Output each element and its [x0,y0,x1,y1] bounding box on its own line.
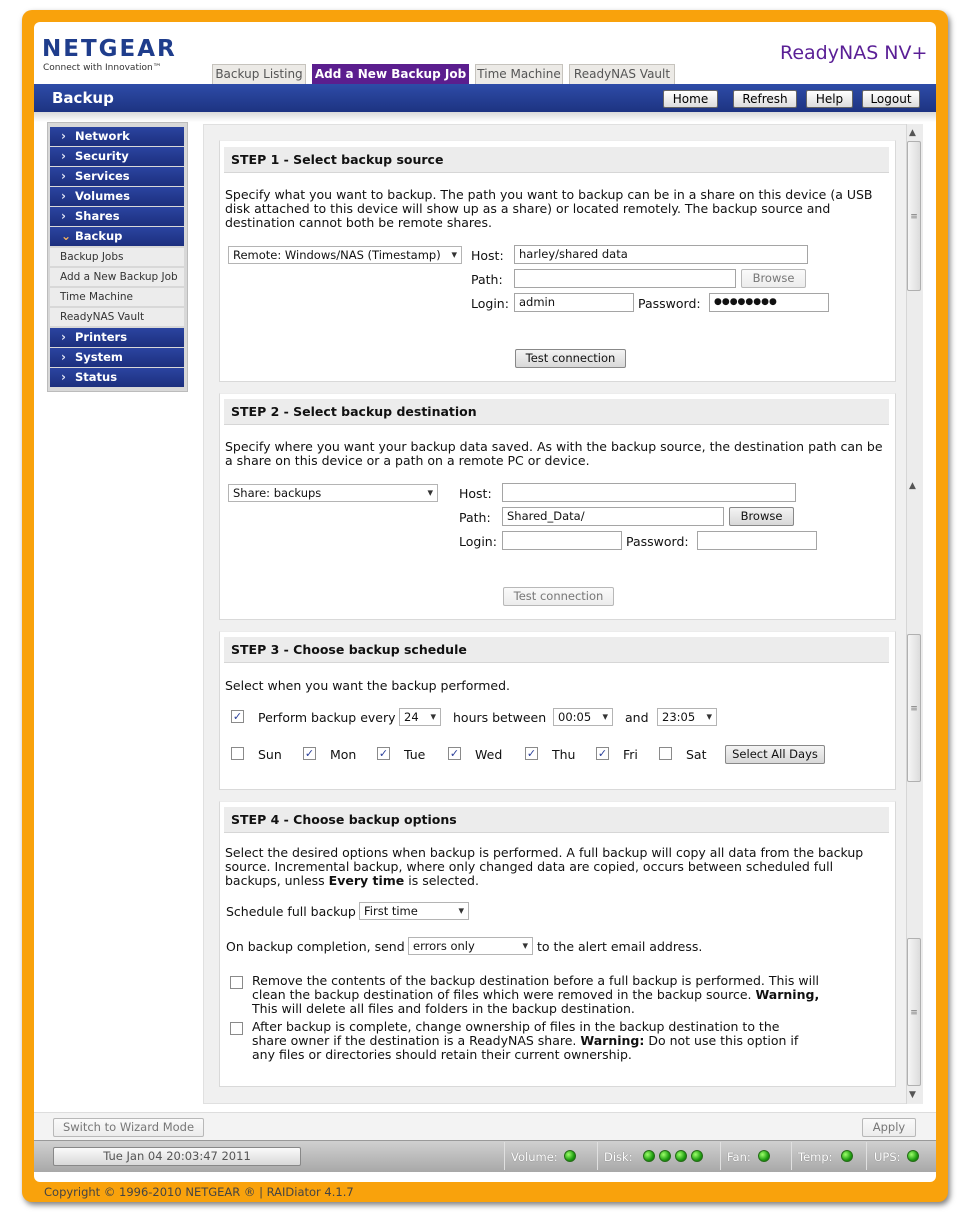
step1-description: Specify what you want to backup. The path you want to backup can be in a share on this device (a USB [225,187,873,202]
sidebar-item-label: Security [75,149,129,163]
sidebar-item-label: Network [75,129,130,143]
sidebar-item-backup[interactable] [50,227,184,246]
option-text [252,988,819,1002]
password-label: Password: [638,296,701,311]
remove-contents-checkbox[interactable] [230,976,243,989]
day-label: Thu [552,747,576,762]
day-label: Tue [404,747,426,762]
page-title: Backup [52,89,114,107]
step4-description: Select the desired options when backup is performed. A full backup will copy all data from the backup [225,845,864,860]
day-checkbox-mon[interactable]: ✓ [304,747,315,760]
password-label: Password: [626,534,689,549]
scroll-down-arrow-icon[interactable]: ▼ [909,1090,916,1100]
completion-label: On backup completion, send [226,939,405,954]
end-time-select[interactable]: 23:05 ▾ [657,708,717,726]
day-label: Mon [330,747,357,762]
host-label: Host: [471,248,504,263]
sidebar-item-printers[interactable] [50,328,184,347]
destination-test-connection-button[interactable]: Test connection [503,587,614,606]
switch-to-wizard-button[interactable]: Switch to Wizard Mode [53,1118,204,1137]
sidebar-item-label: Volumes [75,189,130,203]
scrollbar-thumb[interactable]: ≡ [907,634,921,782]
select-all-days-button[interactable]: Select All Days [725,745,825,764]
divider [791,1142,792,1170]
day-label: Fri [623,747,638,762]
disk3-status-led-icon[interactable] [675,1150,687,1162]
tab-backup-listing[interactable]: Backup Listing [212,64,306,84]
step1-title: STEP 1 - Select backup source [224,147,889,173]
option-text: Remove the contents of the backup destination before a full backup is performed. This will [252,973,820,988]
step4-description: source. Incremental backup, where only changed data are copied, occurs between scheduled full [225,859,834,874]
help-button[interactable]: Help [806,90,853,108]
header-shadow [34,112,936,122]
sidebar-item-status[interactable] [50,368,184,387]
source-path-input[interactable] [514,269,736,288]
logout-button[interactable]: Logout [862,90,920,108]
step1-description: destination cannot both be remote shares. [225,215,492,230]
divider [597,1142,598,1170]
fan-status-label: Fan: [727,1150,751,1164]
option-text [252,1034,798,1048]
backup-interval-select[interactable]: 24 ▾ [399,708,441,726]
destination-type-select[interactable]: Share: backups ▾ [228,484,438,502]
netgear-logo: NETGEAR [42,36,177,62]
scrollbar-thumb[interactable]: ≡ [907,141,921,291]
day-label: Sun [258,747,282,762]
disk2-status-led-icon[interactable] [659,1150,671,1162]
text-segment: clean the backup destination of files which were removed in the backup source. [252,987,752,1002]
text-segment: is selected. [408,873,479,888]
bold-text: Every time [328,873,405,888]
day-checkbox-tue[interactable]: ✓ [378,747,389,760]
completion-suffix: to the alert email address. [537,939,703,954]
bold-text: Warning, [755,987,820,1002]
step4-title: STEP 4 - Choose backup options [224,807,889,833]
chevron-right-icon: › [61,169,66,183]
hours-between-label: hours between [453,710,547,725]
day-checkbox-fri[interactable]: ✓ [597,747,608,760]
step2-description: Specify where you want your backup data saved. As with the backup source, the destination path can be [225,439,883,454]
ups-status-led-icon[interactable] [907,1150,919,1162]
home-button[interactable]: Home [663,90,718,108]
logo-tagline: Connect with Innovation™ [43,63,162,73]
day-checkbox-sat[interactable] [659,747,672,760]
destination-path-input[interactable]: Shared_Data/ [502,507,724,526]
start-time-select[interactable]: 00:05 ▾ [553,708,613,726]
scrollbar-thumb[interactable]: ≡ [907,938,921,1086]
scroll-up-arrow-icon[interactable]: ▲ [909,128,916,138]
sidebar-item-label: System [75,350,123,364]
sidebar-item-services[interactable] [50,167,184,186]
source-type-select[interactable]: Remote: Windows/NAS (Timestamp) ▾ [228,246,462,264]
chevron-right-icon: › [61,330,66,344]
sidebar-subitem-add-backup-job[interactable]: Add a New Backup Job [50,268,184,287]
sidebar-subitem-backup-jobs[interactable]: Backup Jobs [50,248,184,267]
destination-browse-button[interactable]: Browse [729,507,794,526]
host-label: Host: [459,486,492,501]
step4-description [225,874,479,888]
destination-password-input[interactable] [697,531,817,550]
login-label: Login: [471,296,509,311]
step2-description: a share on this device or a path on a remote PC or device. [225,453,590,468]
header-bar [34,84,936,112]
chevron-right-icon: › [61,129,66,143]
disk-status-label: Disk: [604,1150,633,1164]
ups-status-label: UPS: [874,1150,901,1164]
schedule-full-backup-select[interactable]: First time ▾ [359,902,469,920]
temp-status-label: Temp: [798,1150,833,1164]
divider [866,1142,867,1170]
sidebar-subitem-time-machine[interactable]: Time Machine [50,288,184,307]
sidebar-item-label: Printers [75,330,128,344]
day-checkbox-sun[interactable] [231,747,244,760]
datetime-display: Tue Jan 04 20:03:47 2011 [53,1147,301,1166]
source-browse-button[interactable]: Browse [741,269,806,288]
source-login-input[interactable]: admin [514,293,634,312]
apply-button[interactable]: Apply [862,1118,916,1137]
text-segment: Do not use this option if [648,1033,799,1048]
chevron-right-icon: › [61,149,66,163]
sidebar-item-label: Shares [75,209,120,223]
sidebar-item-label: Backup [75,229,123,243]
disk4-status-led-icon[interactable] [691,1150,703,1162]
sidebar-item-shares[interactable] [50,207,184,226]
volume-status-label: Volume: [511,1150,558,1164]
sidebar-subitem-readynas-vault[interactable]: ReadyNAS Vault [50,308,184,327]
step3-title: STEP 3 - Choose backup schedule [224,637,889,663]
copyright: Copyright © 1996-2010 NETGEAR ® | RAIDiator 4.1.7 [44,1185,354,1199]
text-segment: share owner if the destination is a ReadyNAS share. [252,1033,577,1048]
tab-add-backup-job[interactable]: Add a New Backup Job [312,64,469,84]
source-test-connection-button[interactable]: Test connection [515,349,626,368]
step1-description: disk attached to this device will show up as a share) or located remotely. The backup source and [225,201,831,216]
sidebar-item-security[interactable] [50,147,184,166]
path-label: Path: [459,510,491,525]
perform-backup-label: Perform backup every [258,710,396,725]
chevron-right-icon: › [61,350,66,364]
option-text: any files or directories should retain their current ownership. [252,1047,632,1062]
refresh-button[interactable]: Refresh [733,90,797,108]
chevron-right-icon: › [61,209,66,223]
option-text: After backup is complete, change ownership of files in the backup destination to the [252,1019,780,1034]
and-label: and [625,710,649,725]
temp-status-led-icon[interactable] [841,1150,853,1162]
source-password-input[interactable]: ●●●●●●●● [709,293,829,312]
option-text: This will delete all files and folders in the backup destination. [252,1001,635,1016]
day-label: Sat [686,747,707,762]
divider [504,1142,505,1170]
destination-host-input[interactable] [502,483,796,502]
destination-login-input[interactable] [502,531,622,550]
product-name: ReadyNAS NV+ [780,42,928,64]
step2-title: STEP 2 - Select backup destination [224,399,889,425]
step3-description: Select when you want the backup performed. [225,678,511,693]
sidebar-item-network[interactable] [50,127,184,146]
change-ownership-checkbox[interactable] [230,1022,243,1035]
sidebar-item-label: Status [75,370,118,384]
schedule-full-label: Schedule full backup [226,904,356,919]
fan-status-led-icon[interactable] [758,1150,770,1162]
login-label: Login: [459,534,497,549]
text-segment: backups, unless [225,873,325,888]
tab-time-machine[interactable]: Time Machine [475,64,563,84]
tab-readynas-vault[interactable]: ReadyNAS Vault [569,64,675,84]
bold-text: Warning: [580,1033,645,1048]
sidebar-item-volumes[interactable] [50,187,184,206]
sidebar-item-system[interactable] [50,348,184,367]
path-label: Path: [471,272,503,287]
completion-alert-select[interactable]: errors only ▾ [408,937,533,955]
scroll-up-arrow-icon[interactable]: ▲ [909,481,916,491]
perform-backup-checkbox[interactable]: ✓ [232,710,243,723]
day-label: Wed [475,747,503,762]
volume-status-led-icon[interactable] [564,1150,576,1162]
divider [720,1142,721,1170]
disk1-status-led-icon[interactable] [643,1150,655,1162]
day-checkbox-thu[interactable]: ✓ [526,747,537,760]
sidebar-item-label: Services [75,169,130,183]
day-checkbox-wed[interactable]: ✓ [449,747,460,760]
chevron-down-icon: ⌄ [61,229,72,243]
chevron-right-icon: › [61,189,66,203]
chevron-right-icon: › [61,370,66,384]
source-host-input[interactable]: harley/shared data [514,245,808,264]
